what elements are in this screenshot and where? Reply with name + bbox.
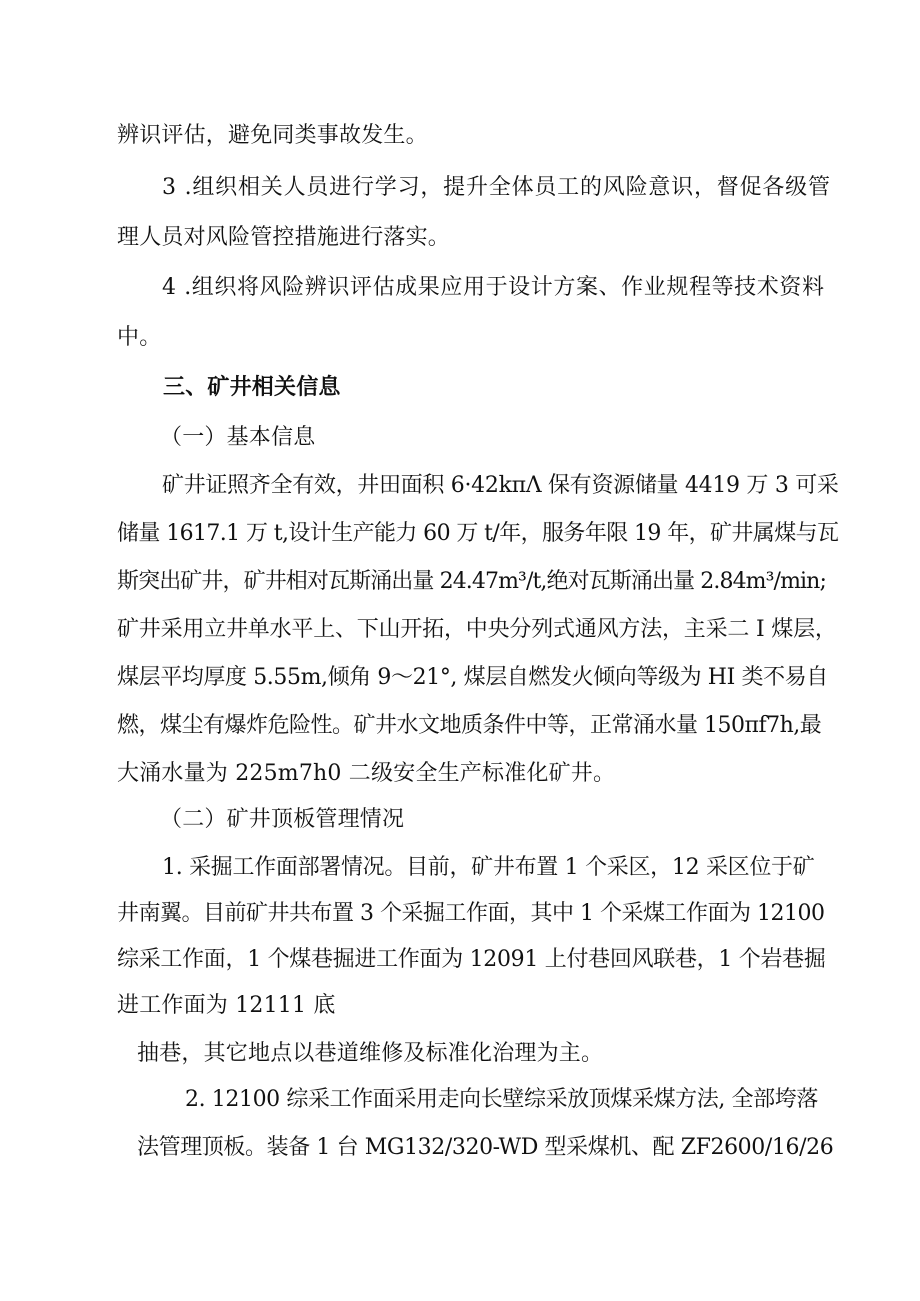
section-heading: 三、矿井相关信息	[163, 374, 341, 400]
text-line: 矿井采用立井单水平上、下山开拓，中央分列式通风方法，主采二 I 煤层，	[117, 617, 837, 642]
text-line: 1. 采掘工作面部署情况。目前，矿井布置 1 个采区，12 采区位于矿	[162, 855, 815, 880]
text-line: 大涌水量为 225m7h0 二级安全生产标准化矿井。	[117, 761, 616, 786]
text-line: 井南翼。目前矿井共布置 3 个采掘工作面，其中 1 个采煤工作面为 12100	[117, 901, 825, 926]
text-line: 4 .组织将风险辨识评估成果应用于设计方案、作业规程等技术资料	[162, 275, 825, 300]
text-line: 法管理顶板。装备 1 台 MG132/320-WD 型采煤机、配 ZF2600/16/26	[137, 1135, 834, 1160]
text-line: 3 .组织相关人员进行学习，提升全体员工的风险意识，督促各级管	[162, 175, 831, 200]
text-line: 储量 1617.1 万 t,设计生产能力 60 万 t/年，服务年限 19 年，矿井属煤与瓦	[117, 521, 839, 546]
text-line: 煤层平均厚度 5.55m,倾角 9～21°, 煤层自燃发火倾向等级为 HI 类不易自	[117, 665, 828, 690]
text-line: 中。	[117, 325, 162, 350]
text-line: 矿井证照齐全有效，井田面积 6·42kπΛ 保有资源储量 4419 万 3 可采	[162, 473, 839, 498]
text-line: 理人员对风险管控措施进行落实。	[117, 225, 451, 250]
text-line: 抽巷，其它地点以巷道维修及标准化治理为主。	[137, 1041, 604, 1066]
text-line: 进工作面为 12111 底	[117, 993, 336, 1018]
text-line: 斯突出矿井，矿井相对瓦斯涌出量 24.47m³/t,绝对瓦斯涌出量 2.84m³/min;	[117, 569, 826, 594]
text-line: 2. 12100 综采工作面采用走向长壁综采放顶煤采煤方法, 全部垮落	[185, 1087, 818, 1112]
text-line: 辨识评估，避免同类事故发生。	[117, 123, 428, 148]
text-line: 综采工作面，1 个煤巷掘进工作面为 12091 上付巷回风联巷，1 个岩巷掘	[117, 947, 826, 972]
subsection-heading: （二）矿井顶板管理情况	[160, 807, 405, 832]
subsection-heading: （一）基本信息	[160, 425, 316, 450]
text-line: 燃，煤尘有爆炸危险性。矿井水文地质条件中等，正常涌水量 150πf7h,最	[117, 713, 822, 738]
